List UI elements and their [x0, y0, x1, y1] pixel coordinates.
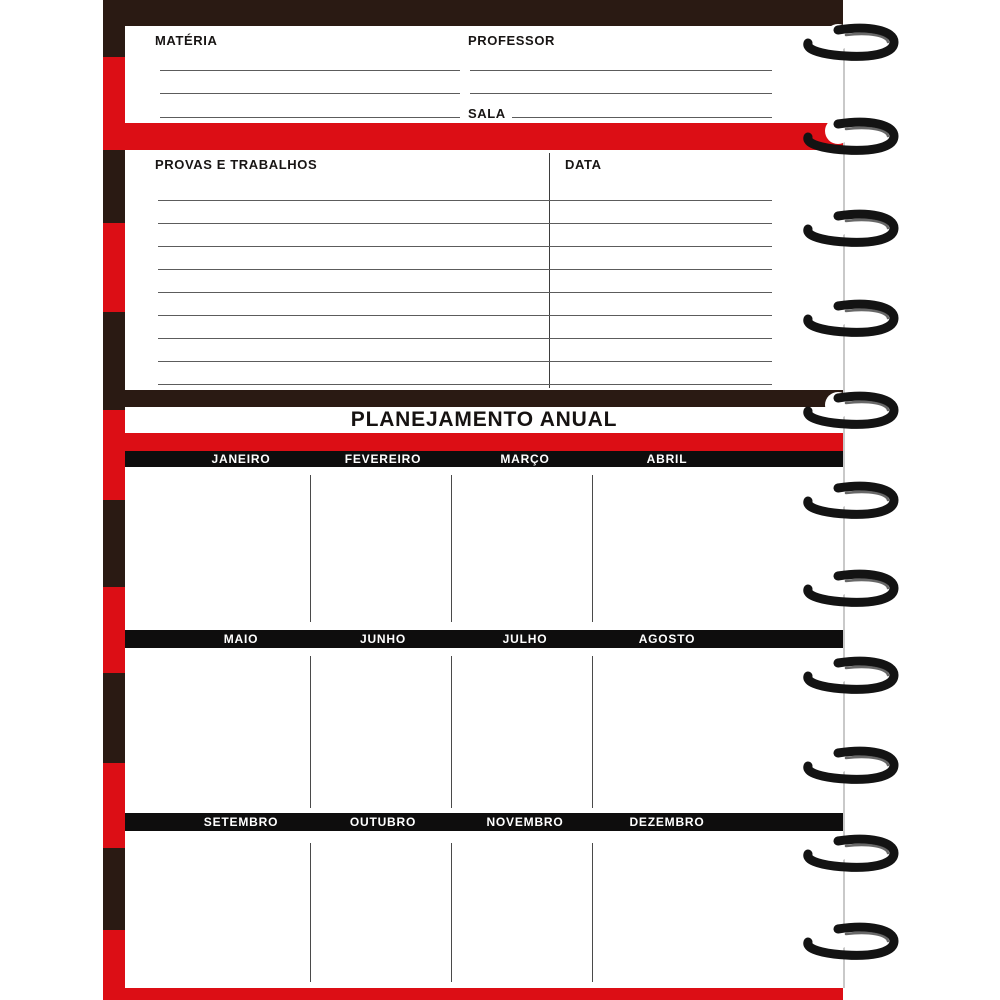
spine-stripe: [103, 587, 125, 673]
red-stripe-1: [103, 123, 843, 150]
binding-disc-icon: [794, 206, 902, 250]
month-label: MARÇO: [500, 452, 550, 466]
month-label: DEZEMBRO: [629, 815, 705, 829]
grid-divider: [451, 843, 452, 982]
month-header-row-1: [125, 451, 843, 467]
grid-divider: [310, 656, 311, 808]
top-stripe: [103, 0, 843, 26]
month-label: ABRIL: [646, 452, 688, 466]
spine-stripe: [103, 500, 125, 587]
writing-line: [470, 93, 772, 94]
month-label: NOVEMBRO: [486, 815, 564, 829]
binding-disc-icon: [794, 743, 902, 787]
grid-divider: [592, 843, 593, 982]
writing-line: [160, 70, 460, 71]
spine-stripe: [103, 223, 125, 312]
binding-disc-icon: [794, 653, 902, 697]
month-label: FEVEREIRO: [344, 452, 422, 466]
grid-divider: [451, 656, 452, 808]
bottom-red-stripe: [103, 988, 843, 1000]
writing-line: [158, 246, 772, 247]
month-header-row-2: [125, 630, 843, 648]
grid-divider: [451, 475, 452, 622]
month-label: MAIO: [223, 632, 259, 646]
writing-line: [158, 269, 772, 270]
spine-stripe: [103, 150, 125, 223]
grid-divider: [592, 475, 593, 622]
month-label: JANEIRO: [211, 452, 271, 466]
binding-disc-icon: [794, 20, 902, 64]
spine-stripe: [103, 673, 125, 763]
writing-line: [158, 361, 772, 362]
binding-disc-icon: [794, 831, 902, 875]
binding-disc-icon: [794, 919, 902, 963]
writing-line: [512, 117, 772, 118]
month-label: SETEMBRO: [203, 815, 279, 829]
binding-disc-icon: [794, 388, 902, 432]
writing-line: [158, 200, 772, 201]
month-header-row-3: [125, 813, 843, 831]
annual-plan-title: PLANEJAMENTO ANUAL: [350, 408, 618, 431]
data-label: DATA: [565, 157, 602, 172]
writing-line: [470, 70, 772, 71]
cover-spine: [103, 0, 125, 1000]
writing-line: [158, 338, 772, 339]
grid-divider: [310, 475, 311, 622]
spine-stripe: [103, 410, 125, 500]
month-label: OUTUBRO: [349, 815, 417, 829]
binding-disc-icon: [794, 114, 902, 158]
column-divider: [549, 153, 550, 388]
binding-disc-icon: [794, 296, 902, 340]
dark-stripe-2: [103, 390, 843, 407]
red-stripe-2: [103, 433, 843, 451]
writing-line: [158, 292, 772, 293]
binding-disc-icon: [794, 566, 902, 610]
sala-label: SALA: [468, 106, 506, 121]
month-label: JULHO: [502, 632, 548, 646]
month-label: AGOSTO: [638, 632, 696, 646]
grid-divider: [592, 656, 593, 808]
professor-label: PROFESSOR: [468, 33, 556, 48]
spine-stripe: [103, 848, 125, 930]
writing-line: [160, 117, 460, 118]
month-label: JUNHO: [359, 632, 406, 646]
writing-line: [158, 384, 772, 385]
spine-stripe: [103, 763, 125, 848]
writing-line: [158, 223, 772, 224]
provas-trabalhos-label: PROVAS E TRABALHOS: [155, 157, 318, 172]
writing-line: [160, 93, 460, 94]
grid-divider: [310, 843, 311, 982]
materia-label: MATÉRIA: [155, 33, 218, 48]
writing-line: [158, 315, 772, 316]
binding-disc-icon: [794, 478, 902, 522]
